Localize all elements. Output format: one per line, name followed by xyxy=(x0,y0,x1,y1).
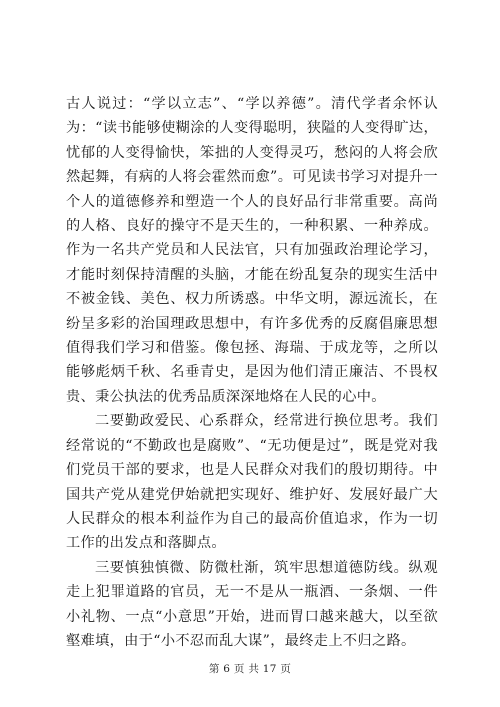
page-footer: 第 6 页 共 17 页 xyxy=(208,663,292,675)
paragraph-3: 三要慎独慎微、防微杜渐，筑牢思想道德防线。纵观走上犯罪道路的官员，无一不是从一瓶酒、一条烟、一件小礼物、一点“小意思”开始，进而胃口越来越大，以至欲壑难填，由于“小不忍而乱大谋”，最终走上不归之路。 xyxy=(66,559,438,649)
paragraph-1: 古人说过：“学以立志”、“学以养德”。清代学者余怀认为：“读书能够使糊涂的人变得聪明，狭隘的人变得旷达，忧郁的人变得愉快，笨拙的人变得灵巧，愁闷的人将会欣然起舞，有病的人将会霍然而愈”。可见读书学习对提升一个人的道德修养和塑造一个人的良好品行非常重要。高尚的人格、良好的操守不是天生的，一种积累、一种养成。作为一名共产党员和人民法官，只有加强政治理论学习，才能时刻保持清醒的头脑，才能在纷乱复杂的现实生活中不被金钱、美色、权力所诱惑。中华文明，源远流长，在纷呈多彩的治国理政思想中，有许多优秀的反腐倡廉思想值得我们学习和借鉴。像包拯、海瑞、于成龙等，之所以能够彪炳千秋、名垂青史，是因为他们清正廉洁、不畏权贵、秉公执法的优秀品质深深地烙在人民的心中。 xyxy=(66,96,438,405)
document-body xyxy=(66,92,438,653)
paragraph-2: 二要勤政爱民、心系群众，经常进行换位思考。我们经常说的“不勤政也是腐败”、“无功便是过”，既是党对我们党员干部的要求，也是人民群众对我们的殷切期待。中国共产党从建党伊始就把实现好、维护好、发展好最广大人民群众的根本利益作为自己的最高价值追求，作为一切工作的出发点和落脚点。 xyxy=(66,413,438,552)
